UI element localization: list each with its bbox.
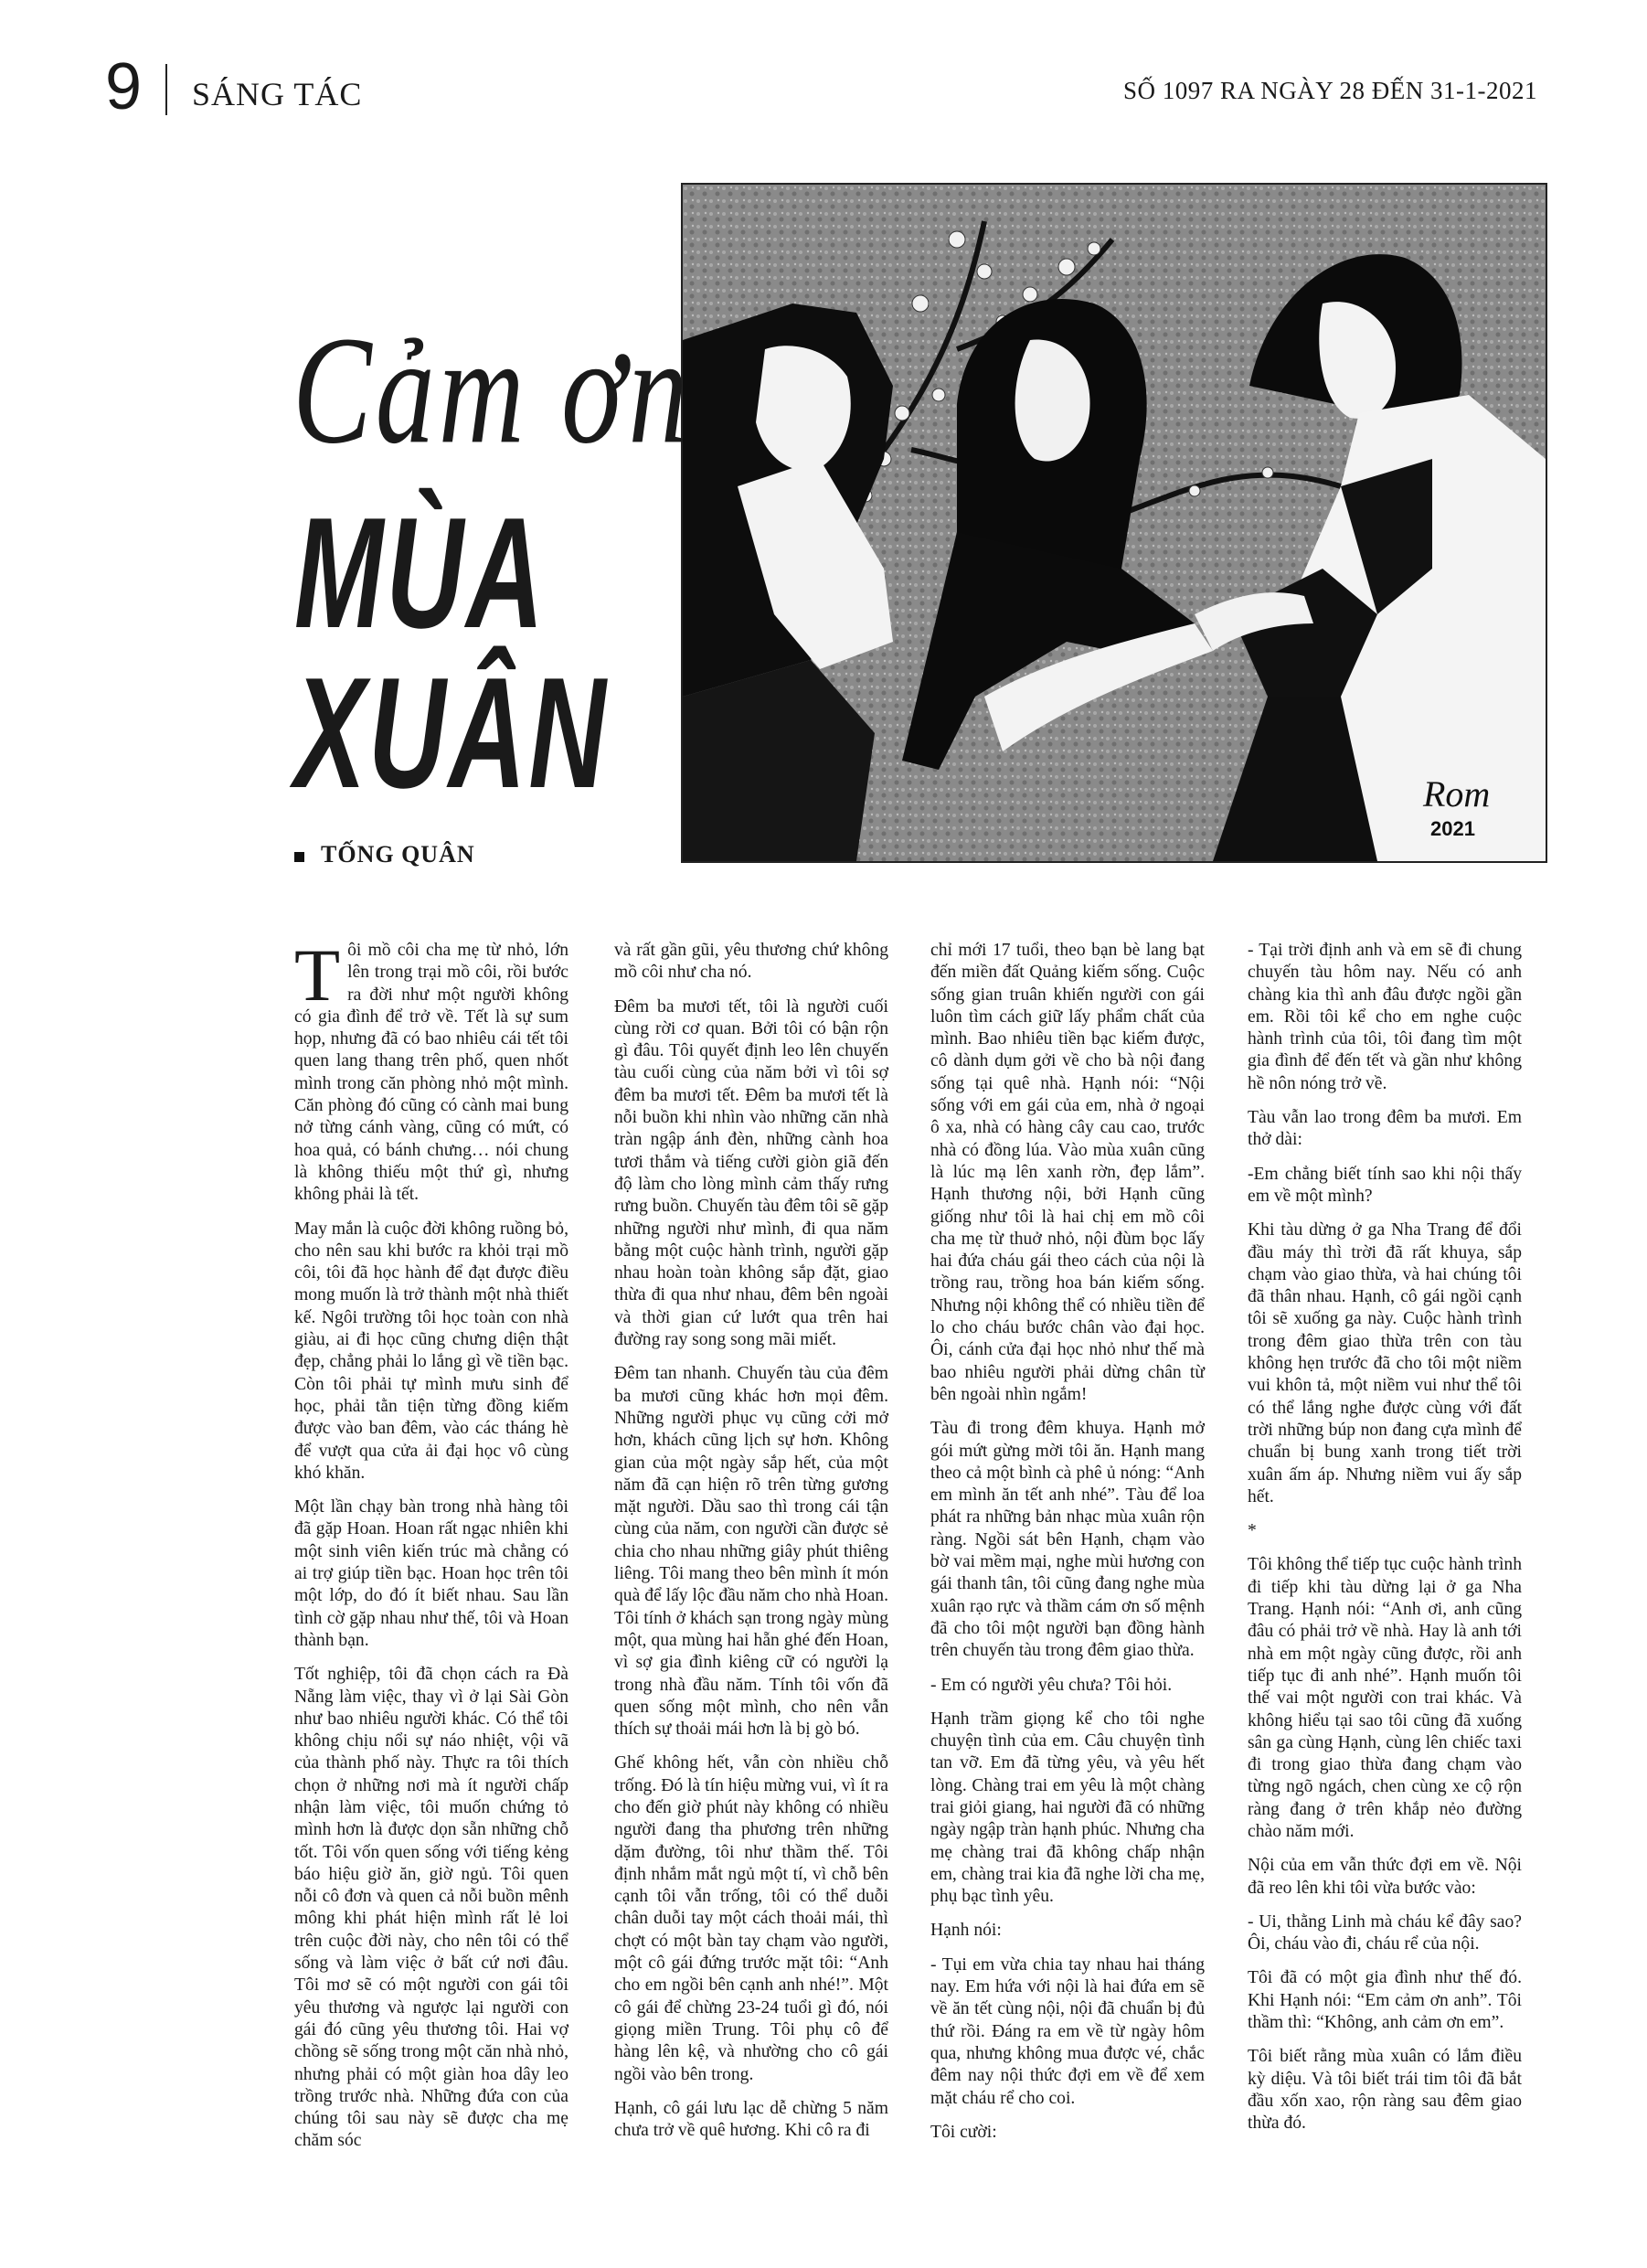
paragraph: - Em có người yêu chưa? Tôi hỏi. <box>930 1675 1173 1695</box>
paragraph: Tôi cười: <box>930 2122 997 2142</box>
paragraph: - Tụi em vừa chia tay nhau hai tháng nay. Em hứa với nội là hai đứa em sẽ về ăn tết cùng nội, nội đã chuẩn bị đủ thứ rồi. Đáng ra em về từ ngày hôm qua, nhưng không mua được vé, chắc đêm nay nội thức đợi em về để xem mặt cháu rể cho coi. <box>930 1954 1205 2108</box>
paragraph: - Tại trời định anh và em sẽ đi chung chuyến tàu hôm nay. Nếu có anh chàng kia thì anh đâu được ngồi gần em. Rồi tôi kể cho em nghe cuộc hành trình của tôi, tôi đang tìm một gia đình để đến tết và gần như không hề nôn nóng trở về. <box>1248 941 1522 1093</box>
section-name: SÁNG TÁC <box>192 76 363 112</box>
paragraph: Tôi biết rằng mùa xuân có lắm điều kỳ diệu. Và tôi biết trái tim tôi đã bắt đầu xốn xao, rộn ràng sau đêm giao thừa đó. <box>1248 2047 1522 2134</box>
paragraph: Tôi không thể tiếp tục cuộc hành trình đi tiếp khi tàu dừng lại ở ga Nha Trang. Hạnh nói: “Anh ơi, anh cũng đâu có phải trở về nhà. Hay là anh tới nhà em một ngày cũng được, rồi anh tiếp tục đi anh nhé”. Hạnh muốn tôi thế vai một người con trai khác. Và không hiểu tại sao tôi cũng đã xuống sân ga cùng Hạnh, cùng lên chiếc taxi đi trong giao thừa đang chạm vào từng ngõ ngách, chen cùng xe cộ rộn ràng đang ở trên khắp nẻo đường chào năm mới. <box>1248 1555 1522 1841</box>
article-column-3 <box>930 940 1205 2156</box>
title-line-2: XUÂN <box>294 644 610 821</box>
section-break: * <box>1248 1521 1257 1541</box>
paragraph: chỉ mới 17 tuổi, theo bạn bè lang bạt đến miền đất Quảng kiếm sống. Cuộc sống gian truân khiến người con gái luôn tìm cách giữ lấy phẩm chất của mình. Bao nhiêu tiền bạc kiếm được, cô dành dụm gởi về cho bà nội đang sống tại quê nhà. Hạnh nói: “Nội sống với em gái của em, nhà ở ngoại ô xa, nhà có hàng cây cau cao, trước nhà có đồng lúa. Vào mùa xuân cũng là lúc mạ lên xanh rờn, đẹp lắm”. Hạnh thương nội, bởi Hạnh cũng giống như tôi là hai chị em mồ côi cha mẹ từ thuở nhỏ, nội đùm bọc lấy hai đứa cháu gái theo cách của nội là trồng rau, trồng hoa bán kiếm sống. Nhưng nội không thể có nhiều tiền để lo cho cháu bước chân vào đại học. Ôi, cánh cửa đại học nhỏ như thế mà bao nhiêu người phải dừng chân từ bên ngoài nhìn ngắm! <box>930 941 1205 1404</box>
paragraph <box>294 933 568 1207</box>
paragraph: Tốt nghiệp, tôi đã chọn cách ra Đà Nẵng làm việc, thay vì ở lại Sài Gòn như bao nhiêu người khác. Có thể tôi không chịu nổi sự náo nhiệt, vội vã của thành phố này. Thực ra tôi thích chọn ở những nơi mà ít người chấp nhận làm việc, tôi muốn chứng tỏ mình hơn là được dọn sẵn những chỗ tốt. Tôi vốn quen sống với tiếng kẻng báo hiệu giờ ăn, giờ ngủ. Tôi quen nỗi cô đơn và quen cả nỗi buồn mênh mông khi phát hiện mình rất lẻ loi trên cuộc đời này, cho nên tôi có thể sống và làm việc ở bất cứ nơi đâu. Tôi mơ sẽ có một người con gái tôi yêu thương và ngược lại người con gái đó cũng yêu thương tôi. Hai vợ chồng sẽ sống trong một căn nhà nhỏ, nhưng phải có một giàn hoa dây leo trồng trước nhà. Những đứa con của chúng tôi sau này sẽ được cha mẹ chăm sóc <box>294 1665 568 2151</box>
title-script: Cảm ơn <box>292 304 692 477</box>
dropcap: T <box>294 933 341 1017</box>
illustration-signature: Rom <box>1423 773 1491 815</box>
byline-bullet <box>294 852 304 862</box>
paragraph: Tôi đã có một gia đình như thế đó. Khi Hạnh nói: “Em cảm ơn anh”. Tôi thầm thì: “Không, anh cảm ơn em”. <box>1248 1968 1522 2033</box>
paragraph: Hạnh, cô gái lưu lạc dễ chừng 5 năm chưa trở về quê hương. Khi cô ra đi <box>614 2098 888 2141</box>
paragraph: -Em chẳng biết tính sao khi nội thấy em về một mình? <box>1248 1164 1522 1206</box>
paragraph: Khi tàu dừng ở ga Nha Trang để đổi đầu máy thì trời đã rất khuya, sắp chạm vào giao thừa, và hai chúng tôi đã thân nhau. Hạnh, cô gái ngồi cạnh tôi sẽ xuống ga này. Cuộc hành trình trong đêm giao thừa trên con tàu không hẹn trước đã cho tôi một niềm vui khôn tả, một niềm vui như thể tôi có thể lắng nghe được cùng với đất trời những búp non đang cựa mình để chuẩn bị bung xanh trong tiết trời xuân ấm áp. Nhưng niềm vui ấy sắp hết. <box>1248 1220 1522 1507</box>
paragraph: Hạnh nói: <box>930 1921 1002 1941</box>
article-column-2 <box>614 940 888 2154</box>
page-number: 9 <box>105 50 143 123</box>
article-column-1 <box>294 933 568 2165</box>
paragraph: - Ui, thằng Linh mà cháu kể đây sao? Ôi, cháu vào đi, cháu rể của nội. <box>1248 1911 1522 1954</box>
illustration-year: 2021 <box>1430 817 1475 840</box>
byline <box>294 841 475 868</box>
paragraph: Tàu vẫn lao trong đêm ba mươi. Em thở dài: <box>1248 1108 1522 1150</box>
author-name: TỐNG QUÂN <box>321 841 475 868</box>
illustration <box>681 183 1547 863</box>
paragraph: Hạnh trầm giọng kể cho tôi nghe chuyện tình của em. Câu chuyện tình tan vỡ. Em đã từng yêu, và yêu hết lòng. Chàng trai em yêu là một chàng trai giỏi giang, hai người đã có những ngày ngập tràn hạnh phúc. Nhưng cha mẹ chàng trai đã không chấp nhận em, chàng trai kia đã nghe lời cha mẹ, phụ bạc tình yêu. <box>930 1709 1205 1907</box>
illustration-art <box>683 185 1546 861</box>
header-divider <box>165 64 167 115</box>
paragraph: Ghế không hết, vẫn còn nhiều chỗ trống. Đó là tín hiệu mừng vui, vì ít ra cho đến giờ phút này không có nhiều người đang tha phương trên những dặm đường, tôi như thầm thế. Tôi định nhắm mắt ngủ một tí, vì chỗ bên cạnh tôi vẫn trống, tôi có thể duỗi chân duỗi tay một cách thoải mái, thì chợt có một bàn tay chạm vào người, một cô gái đứng trước mặt tôi: “Anh cho em ngồi bên cạnh anh nhé!”. Một cô gái để chừng 23-24 tuổi gì đó, nói giọng miền Trung. Tôi phụ cô để hàng lên kệ, và nhường cho cô gái ngồi vào bên trong. <box>614 1753 888 2084</box>
issue-info: SỐ 1097 RA NGÀY 28 ĐẾN 31-1-2021 <box>1123 77 1537 104</box>
paragraph: Đêm tan nhanh. Chuyến tàu của đêm ba mươi cũng khác hơn mọi đêm. Những người phục vụ cũng cởi mở hơn, khách cũng lịch sự hơn. Không gian của một ngày sắp hết, của một năm đã cạn hiện rõ trên từng gương mặt người. Dầu sao thì trong cái tận cùng của năm, con người cần được sẻ chia cho nhau những giây phút thiêng liêng. Tôi mang theo bên mình ít món quà để lấy lộc đầu năm cho nhà Hoan. Tôi tính ở khách sạn trong ngày mùng một, qua mùng hai hẵn ghé đến Hoan, vì sợ gia đình kiêng cữ có người lạ trong nhà đầu năm. Tính tôi vốn đã quen sống một mình, cho nên vẫn thích sự thoải mái hơn là bị gò bó. <box>614 1364 888 1740</box>
paragraph: Đêm ba mươi tết, tôi là người cuối cùng rời cơ quan. Bởi tôi có bận rộn gì đâu. Tôi quyết định leo lên chuyến tàu cuối cùng của năm bởi vì tôi sợ đêm ba mươi tết. Đêm ba mươi tết là nỗi buồn khi nhìn vào những căn nhà tràn ngập ánh đèn, những cành hoa tươi thắm và tiếng cười giòn giã đến độ làm cho lòng mình cảm thấy rưng rưng buồn. Chuyến tàu đêm tôi sẽ gặp những người như mình, đi qua năm bằng một cuộc hành trình, người gặp nhau hoàn toàn không sắp đặt, giao thừa đi qua như nhau, đêm bên ngoài và thời gian cứ lướt qua trên hai đường ray song song mãi miết. <box>614 996 888 1350</box>
paragraph: và rất gần gũi, yêu thương chứ không mồ côi như cha nó. <box>614 941 888 983</box>
paragraph: Nội của em vẫn thức đợi em về. Nội đã reo lên khi tôi vừa bước vào: <box>1248 1856 1522 1898</box>
title-line-1: MÙA <box>294 484 547 661</box>
article-column-4 <box>1248 940 1522 2147</box>
page-header <box>105 50 1537 123</box>
paragraph-text: ôi mồ côi cha mẹ từ nhỏ, lớn lên trong trại mồ côi, rồi bước ra đời như một người không có gia đình để trở về. Tết là sự sum họp, nhưng đã có bao nhiêu cái tết tôi quen lang thang trên phố, quen nhốt mình trong căn phòng nhỏ một mình. Căn phòng đó cũng có cành mai bung nở từng cánh vàng, cũng có mứt, có hoa quả, có bánh chưng… nói chung là không thiếu một thứ gì, nhưng không phải là tết. <box>294 941 568 1205</box>
paragraph: Một lần chạy bàn trong nhà hàng tôi đã gặp Hoan. Hoan rất ngạc nhiên khi một sinh viên kiến trúc mà chẳng có ai trợ giúp tiền bạc. Hoan học trên tôi một lớp, do đó ít biết nhau. Sau lần tình cờ gặp nhau như thế, tôi và Hoan thành bạn. <box>294 1497 568 1650</box>
paragraph: Tàu đi trong đêm khuya. Hạnh mở gói mứt gừng mời tôi ăn. Hạnh mang theo cả một bình cà phê ủ nóng: “Anh em mình ăn tết anh nhé”. Tàu để loa phát ra những bản nhạc mùa xuân rộn ràng. Ngồi sát bên Hạnh, chạm vào bờ vai mềm mại, nghe mùi hương con gái thanh tân, tôi cũng đang nghe mùa xuân rạo rực và thầm cám ơn số mệnh đã cho tôi một người bạn đồng hành trên chuyến tàu trong đêm giao thừa. <box>930 1419 1205 1661</box>
paragraph: May mắn là cuộc đời không ruồng bỏ, cho nên sau khi bước ra khỏi trại mồ côi, tôi đã học hành để đạt được điều mong muốn là trở thành một nhà thiết kế. Ngôi trường tôi học toàn con nhà giàu, ai đi học cũng chưng diện thật đẹp, chẳng phải lo lắng gì về tiền bạc. Còn tôi phải tự mình mưu sinh để học, phải tằn tiện từng đồng kiếm được vào ban đêm, vào các tháng hè để vượt qua cửa ải đại học vô cùng khó khăn. <box>294 1219 568 1483</box>
